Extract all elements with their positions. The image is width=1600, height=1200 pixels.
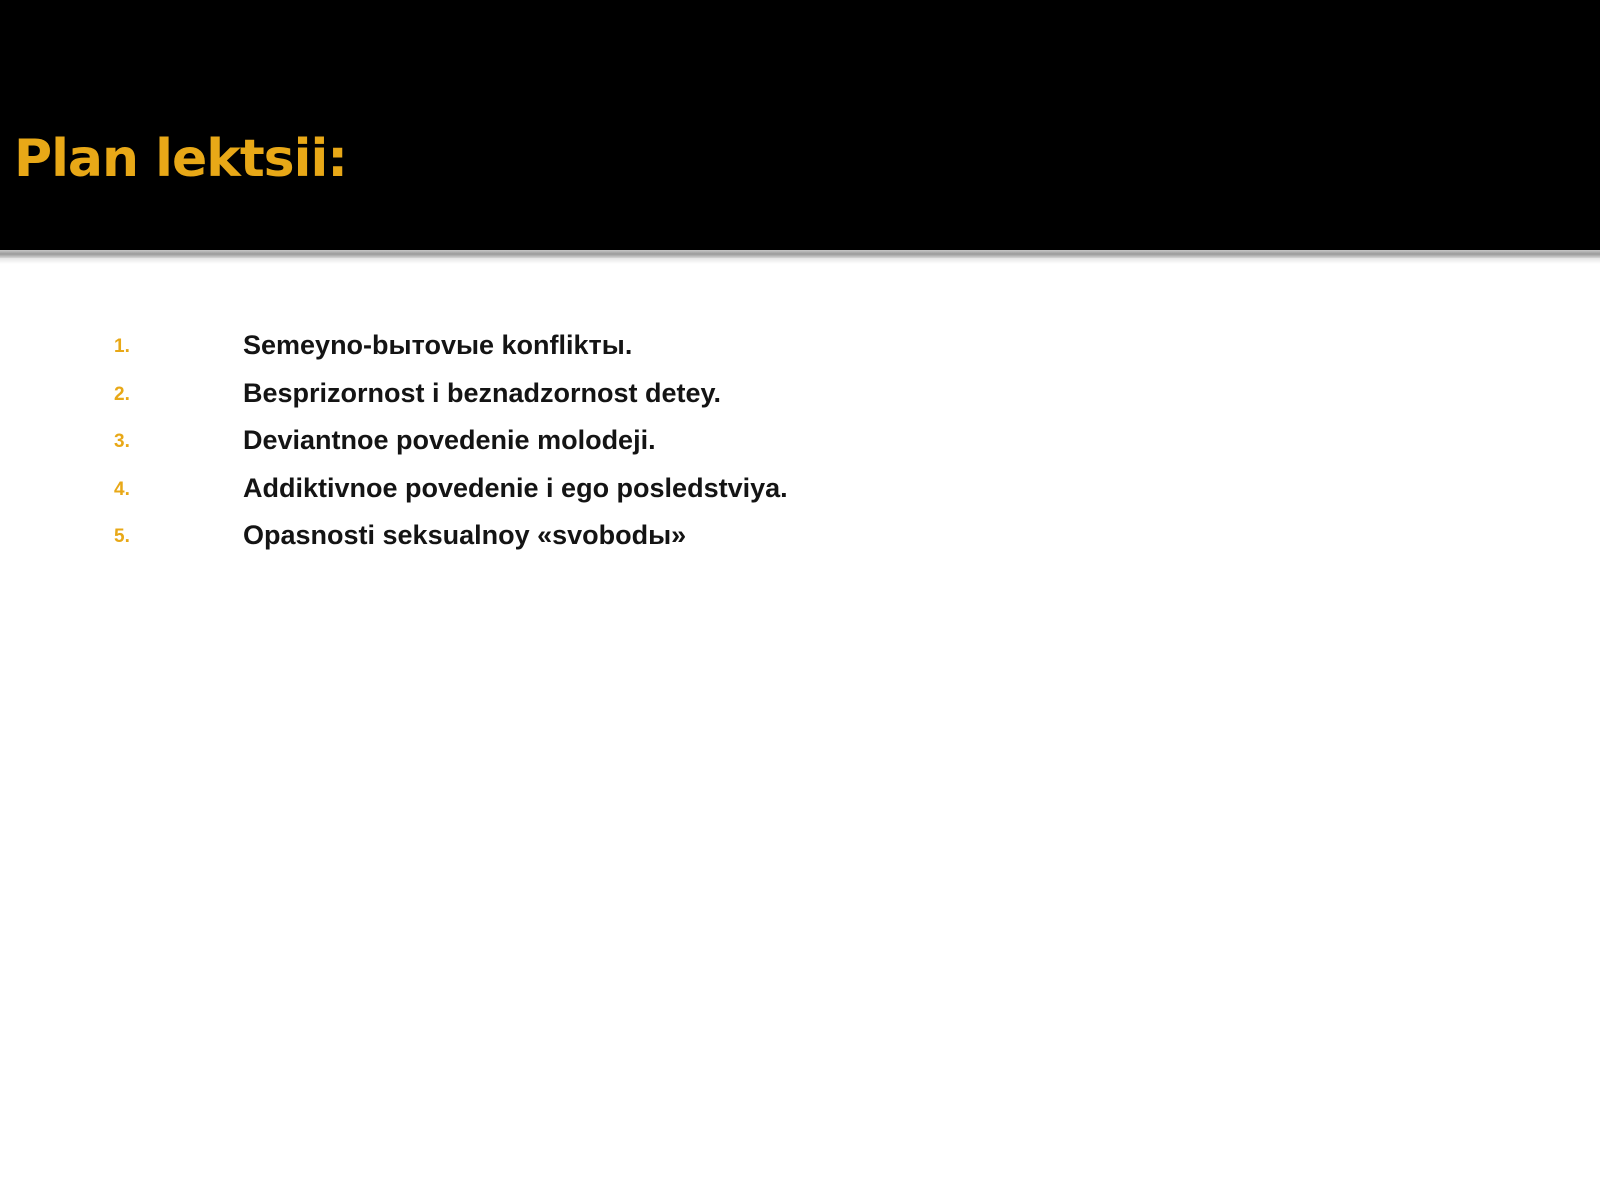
title-divider-shadow [0, 258, 1600, 264]
list-item-text: Semeyno-bытоvые konflikты. [243, 330, 633, 360]
list-item-number: 4. [114, 478, 130, 500]
title-divider [0, 250, 1600, 258]
list-item-text: Deviantnoe povedenie molodeji. [243, 425, 656, 455]
list-item-number: 3. [114, 431, 130, 452]
slide-title: Plan lektsii: [14, 129, 348, 189]
list-item-number: 1. [114, 336, 130, 357]
list-item [0, 420, 1600, 468]
list-item [0, 325, 1600, 373]
list-item-number: 2. [114, 383, 130, 405]
list-item [0, 515, 1600, 563]
list-item-text: Opasnosti seksualnoy «svobodы» [243, 520, 687, 550]
list-item [0, 373, 1600, 421]
list-item-number: 5. [114, 526, 130, 547]
slide-content [0, 325, 1600, 563]
title-bar [0, 0, 1600, 250]
list-item-text: Addiktivnoe povedenie i ego posledstviya. [243, 472, 788, 503]
lecture-plan-list [0, 325, 1600, 563]
list-item-text: Besprizornost i beznadzornost detey. [243, 377, 722, 408]
list-item [0, 468, 1600, 516]
